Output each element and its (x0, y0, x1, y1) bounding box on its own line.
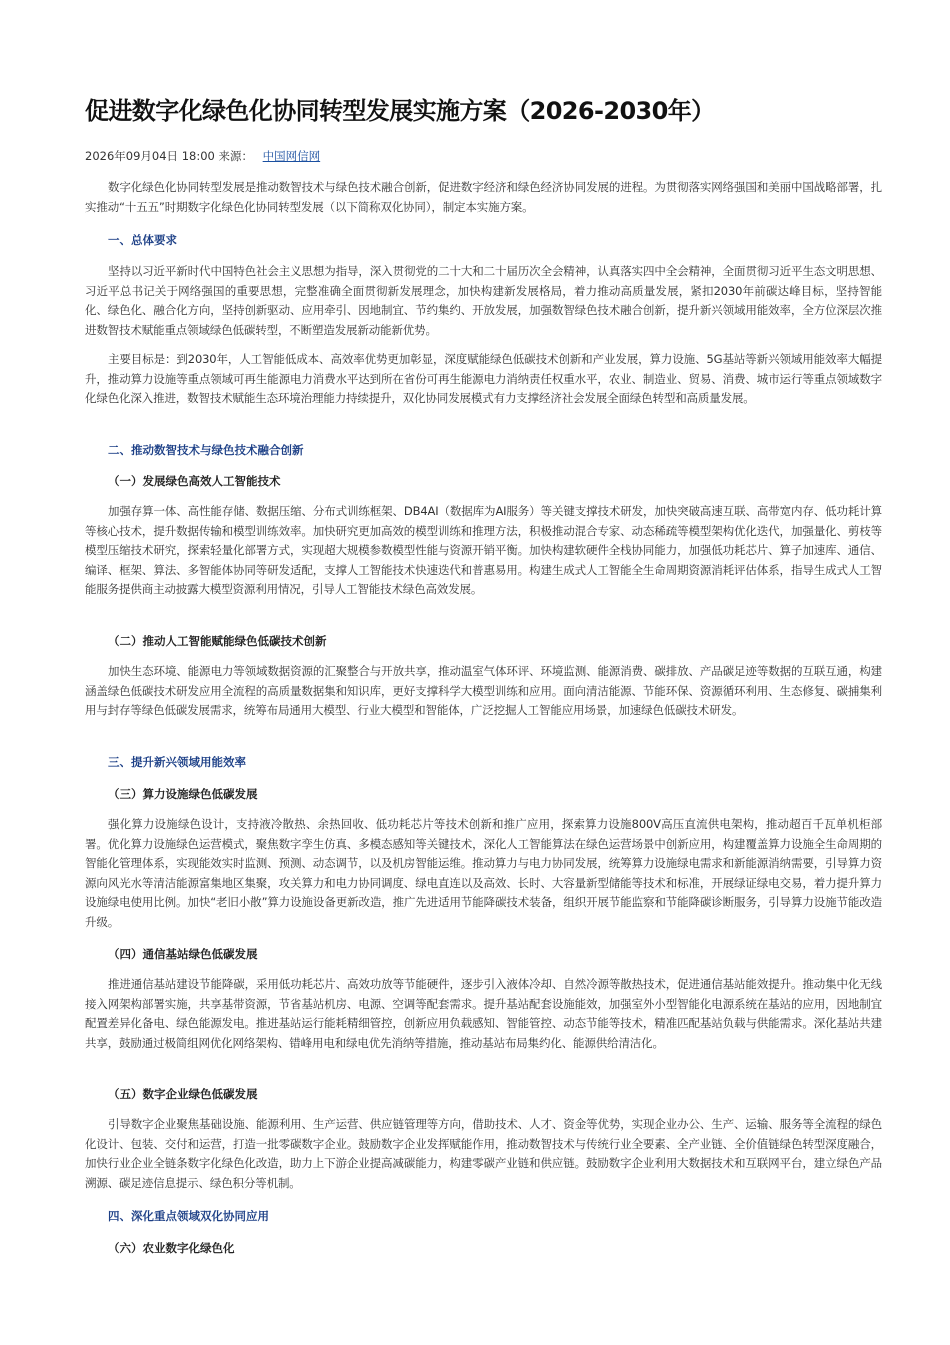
subsection-heading: （六）农业数字化绿色化 (108, 1241, 235, 1255)
subsection-heading: （一）发展绿色高效人工智能技术 (108, 474, 281, 488)
intro-paragraph-block (85, 178, 882, 217)
body-paragraph: 引导数字企业聚焦基础设施、能源利用、生产运营、供应链管理等方向，借助技术、人才、资金等优势，实现企业办公、生产、运输、服务等全流程的绿色化设计、包装、交付和运营，打造一批零碳数字企业。鼓励数字企业发挥赋能作用，推动数智技术与传统行业全要素、全产业链、全价值链绿色转型深度融合，加快行业企业全链条数字化绿色化改造，助力上下游企业提高减碳能力，构建零碳产业链和供应链。鼓励数字企业利用大数据技术和互联网平台，建立绿色产品溯源、碳足迹信息提示、绿色积分等机制。 (85, 1117, 882, 1190)
body-paragraph: 主要目标是：到2030年，人工智能低成本、高效率优势更加彰显，深度赋能绿色低碳技术创新和产业发展，算力设施、5G基站等新兴领域用能效率大幅提升，推动算力设施等重点领域可再生能源电力消费水平达到所在省份可再生能源电力消纳责任权重水平，农业、制造业、贸易、消费、城市运行等重点领域数字化绿色化深入推进，数智技术赋能生态环境治理能力持续提升，双化协同发展模式有力支撑经济社会发展全面绿色转型和高质量发展。 (85, 352, 882, 405)
section-1-paragraph-2-block (85, 350, 882, 409)
subsection-2-1-heading-block (85, 473, 882, 489)
section-1-heading-block (85, 232, 882, 248)
body-paragraph: 坚持以习近平新时代中国特色社会主义思想为指导，深入贯彻党的二十大和二十届历次全会精神，认真落实四中全会精神，全面贯彻习近平生态文明思想、习近平总书记关于网络强国的重要思想，完整准确全面贯彻新发展理念，加快构建新发展格局，着力推动高质量发展，紧扣2030年前碳达峰目标，坚持智能化、绿色化、融合化方向，坚持创新驱动、应用牵引、因地制宜、节约集约、开放发展，加强数智绿色技术融合创新，提升新兴领域用能效率，全方位深层次推进数智技术赋能重点领域绿色低碳转型，不断塑造发展新动能新优势。 (85, 264, 882, 337)
body-paragraph: 加强存算一体、高性能存储、数据压缩、分布式训练框架、DB4AI（数据库为AI服务）等关键支撑技术研发，加快突破高速互联、高带宽内存、低功耗计算等核心技术，提升数据传输和模型训练效率。加快研究更加高效的模型训练和推理方法，积极推动混合专家、动态稀疏等模型架构优化迭代，加强量化、剪枝等模型压缩技术研究，探索轻量化部署方式，实现超大规模参数模型性能与资源开销平衡。加快构建软硬件全栈协同能力，加强低功耗芯片、算子加速库、通信、编译、框架、算法、多智能体协同等研发适配，支撑人工智能技术快速迭代和普惠易用。构建生成式人工智能全生命周期资源消耗评估体系，指导生成式人工智能服务提供商主动披露大模型资源利用情况，引导人工智能技术绿色高效发展。 (85, 504, 882, 596)
article-title: 促进数字化绿色化协同转型发展实施方案（2026-2030年） (85, 97, 715, 125)
subsection-2-2-paragraph-block (85, 662, 882, 721)
subsection-2-2-heading-block (85, 633, 882, 649)
subsection-3-1-paragraph-block (85, 815, 882, 932)
subsection-3-3-heading-block (85, 1086, 882, 1102)
section-3-heading-block (85, 754, 882, 770)
source-label: 来源： (218, 149, 253, 163)
publish-date: 2026年09月04日 18:00 (85, 149, 215, 163)
section-1-paragraph-1-block (85, 262, 882, 340)
subsection-3-2-heading-block (85, 946, 882, 962)
subsection-heading: （五）数字企业绿色低碳发展 (108, 1087, 258, 1101)
body-paragraph: 强化算力设施绿色设计，支持液冷散热、余热回收、低功耗芯片等技术创新和推广应用，探索算力设施800V高压直流供电架构，推动超百千瓦单机柜部署。优化算力设施绿色运营模式，聚焦数字孪生仿真、多模态感知等关键技术，深化人工智能算法在绿色运营场景中创新应用，构建覆盖算力设施全生命周期的智能化管理体系，实现能效实时监测、预测、动态调节，以及机房智能运维。推动算力与电力协同发展，统筹算力设施绿电需求和新能源消纳需要，引导算力资源向风光水等清洁能源富集地区集聚，攻关算力和电力协同调度、绿电直连以及高效、长时、大容量新型储能等技术和标准，开展绿证绿电交易，着力提升算力设施绿电使用比例。加快“老旧小散”算力设施设备更新改造，推广先进适用节能降碳技术装备，组织开展节能监察和节能降碳诊断服务，引导算力设施节能改造升级。 (85, 817, 882, 929)
article-meta (85, 148, 320, 164)
subsection-4-1-heading-block (85, 1240, 882, 1256)
section-heading: 二、推动数智技术与绿色技术融合创新 (108, 443, 304, 457)
body-paragraph: 加快生态环境、能源电力等领域数据资源的汇聚整合与开放共享，推动温室气体环评、环境监测、能源消费、碳排放、产品碳足迹等数据的互联互通，构建涵盖绿色低碳技术研发应用全流程的高质量数据集和知识库，更好支撑科学大模型训练和应用。面向清洁能源、节能环保、资源循环利用、生态修复、碳捕集利用与封存等绿色低碳发展需求，统筹布局通用大模型、行业大模型和智能体，广泛挖掘人工智能应用场景，加速绿色低碳技术研发。 (85, 664, 882, 717)
section-2-heading-block (85, 442, 882, 458)
section-4-heading-block (85, 1208, 882, 1224)
subsection-2-1-paragraph-block (85, 502, 882, 600)
intro-paragraph: 数字化绿色化协同转型发展是推动数智技术与绿色技术融合创新，促进数字经济和绿色经济协同发展的进程。为贯彻落实网络强国和美丽中国战略部署，扎实推动“十五五”时期数字化绿色化协同转型发展（以下简称双化协同），制定本实施方案。 (85, 180, 882, 214)
section-heading: 三、提升新兴领域用能效率 (108, 755, 246, 769)
section-heading: 一、总体要求 (108, 233, 177, 247)
subsection-3-1-heading-block (85, 786, 882, 802)
subsection-3-2-paragraph-block (85, 975, 882, 1053)
source-link[interactable]: 中国网信网 (262, 149, 321, 163)
subsection-3-3-paragraph-block (85, 1115, 882, 1193)
subsection-heading: （三）算力设施绿色低碳发展 (108, 787, 258, 801)
body-paragraph: 推进通信基站建设节能降碳，采用低功耗芯片、高效功放等节能硬件，逐步引入液体冷却、自然冷源等散热技术，促进通信基站能效提升。推动集中化无线接入网架构部署实施，共享基带资源，节省基站机房、电源、空调等配套需求。提升基站配套设施能效，加强室外小型智能化电源系统在基站的应用，因地制宜配置差异化备电、绿色能源发电。推进基站运行能耗精细管控，创新应用负载感知、智能管控、动态节能等技术，精准匹配基站负载与供能需求。深化基站共建共享，鼓励通过极简组网优化网络架构、错峰用电和绿电优先消纳等措施，推动基站布局集约化、能源供给清洁化。 (85, 977, 882, 1050)
subsection-heading: （二）推动人工智能赋能绿色低碳技术创新 (108, 634, 327, 648)
subsection-heading: （四）通信基站绿色低碳发展 (108, 947, 258, 961)
section-heading: 四、深化重点领域双化协同应用 (108, 1209, 269, 1223)
